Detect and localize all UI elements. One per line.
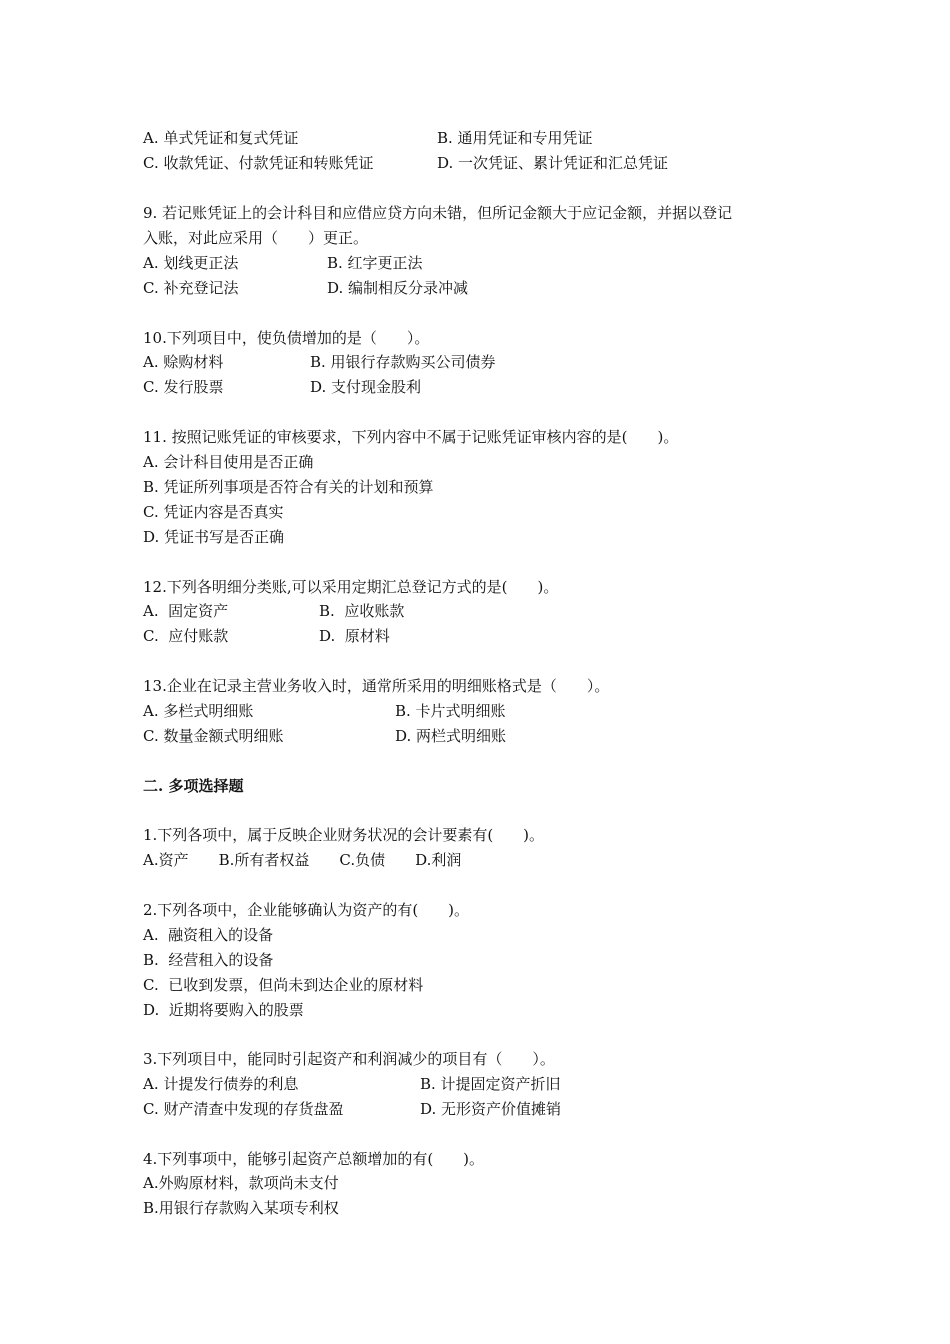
q9-option-b: B. 红字更正法: [327, 254, 423, 272]
q9-stem-line1: 9. 若记账凭证上的会计科目和应借应贷方向未错，但所记金额大于应记金额，并据以登记: [143, 204, 733, 222]
q9-option-c: C. 补充登记法: [143, 279, 239, 297]
m3-stem: 3.下列项目中，能同时引起资产和利润减少的项目有（ ）。: [143, 1050, 555, 1068]
m2-option-d: D. 近期将要购入的股票: [143, 1001, 304, 1019]
q11-option-c: C. 凭证内容是否真实: [143, 503, 284, 521]
m2-option-a: A. 融资租入的设备: [143, 926, 274, 944]
q12-option-a: A. 固定资产: [143, 602, 229, 620]
m1-stem: 1.下列各项中，属于反映企业财务状况的会计要素有( )。: [143, 826, 545, 844]
q11-stem: 11. 按照记账凭证的审核要求，下列内容中不属于记账凭证审核内容的是( )。: [143, 428, 679, 446]
q12-stem: 12.下列各明细分类账,可以采用定期汇总登记方式的是( )。: [143, 578, 559, 596]
m3-option-a: A. 计提发行债券的利息: [143, 1075, 299, 1093]
m2-stem: 2.下列各项中，企业能够确认为资产的有( )。: [143, 901, 470, 919]
q13-option-d: D. 两栏式明细账: [395, 727, 507, 745]
m3-option-b: B. 计提固定资产折旧: [420, 1075, 561, 1093]
m3-option-c: C. 财产清查中发现的存货盘盈: [143, 1100, 344, 1118]
m1-options: A.资产 B.所有者权益 C.负债 D.利润: [143, 851, 462, 869]
q11-option-a: A. 会计科目使用是否正确: [143, 453, 314, 471]
q12-option-c: C. 应付账款: [143, 627, 229, 645]
q11-option-b: B. 凭证所列事项是否符合有关的计划和预算: [143, 478, 434, 496]
m2-option-b: B. 经营租入的设备: [143, 951, 274, 969]
q8-option-c: C. 收款凭证、付款凭证和转账凭证: [143, 154, 374, 172]
q10-option-b: B. 用银行存款购买公司债券: [310, 353, 496, 371]
m4-stem: 4.下列事项中，能够引起资产总额增加的有( )。: [143, 1150, 485, 1168]
m2-option-c: C. 已收到发票，但尚未到达企业的原材料: [143, 976, 424, 994]
q9-stem-line2: 入账，对此应采用（ ）更正。: [143, 229, 369, 247]
q10-option-d: D. 支付现金股利: [310, 378, 422, 396]
q10-option-a: A. 赊购材料: [143, 353, 224, 371]
m4-option-a: A.外购原材料，款项尚未支付: [143, 1174, 339, 1192]
q10-option-c: C. 发行股票: [143, 378, 224, 396]
q8-option-b: B. 通用凭证和专用凭证: [437, 129, 593, 147]
q13-stem: 13.企业在记录主营业务收入时，通常所采用的明细账格式是（ ）。: [143, 677, 610, 695]
q9-option-a: A. 划线更正法: [143, 254, 239, 272]
q12-option-d: D. 原材料: [319, 627, 390, 645]
q11-option-d: D. 凭证书写是否正确: [143, 528, 285, 546]
section-heading-multiple-choice: 二. 多项选择题: [143, 777, 244, 795]
q10-stem: 10.下列项目中，使负债增加的是（ ）。: [143, 329, 430, 347]
m4-option-b: B.用银行存款购入某项专利权: [143, 1199, 339, 1217]
q13-option-c: C. 数量金额式明细账: [143, 727, 284, 745]
q9-option-d: D. 编制相反分录冲减: [327, 279, 469, 297]
q13-option-b: B. 卡片式明细账: [395, 702, 506, 720]
m3-option-d: D. 无形资产价值摊销: [420, 1100, 562, 1118]
q8-option-a: A. 单式凭证和复式凭证: [143, 129, 299, 147]
q8-option-d: D. 一次凭证、累计凭证和汇总凭证: [437, 154, 669, 172]
q13-option-a: A. 多栏式明细账: [143, 702, 254, 720]
q12-option-b: B. 应收账款: [319, 602, 405, 620]
